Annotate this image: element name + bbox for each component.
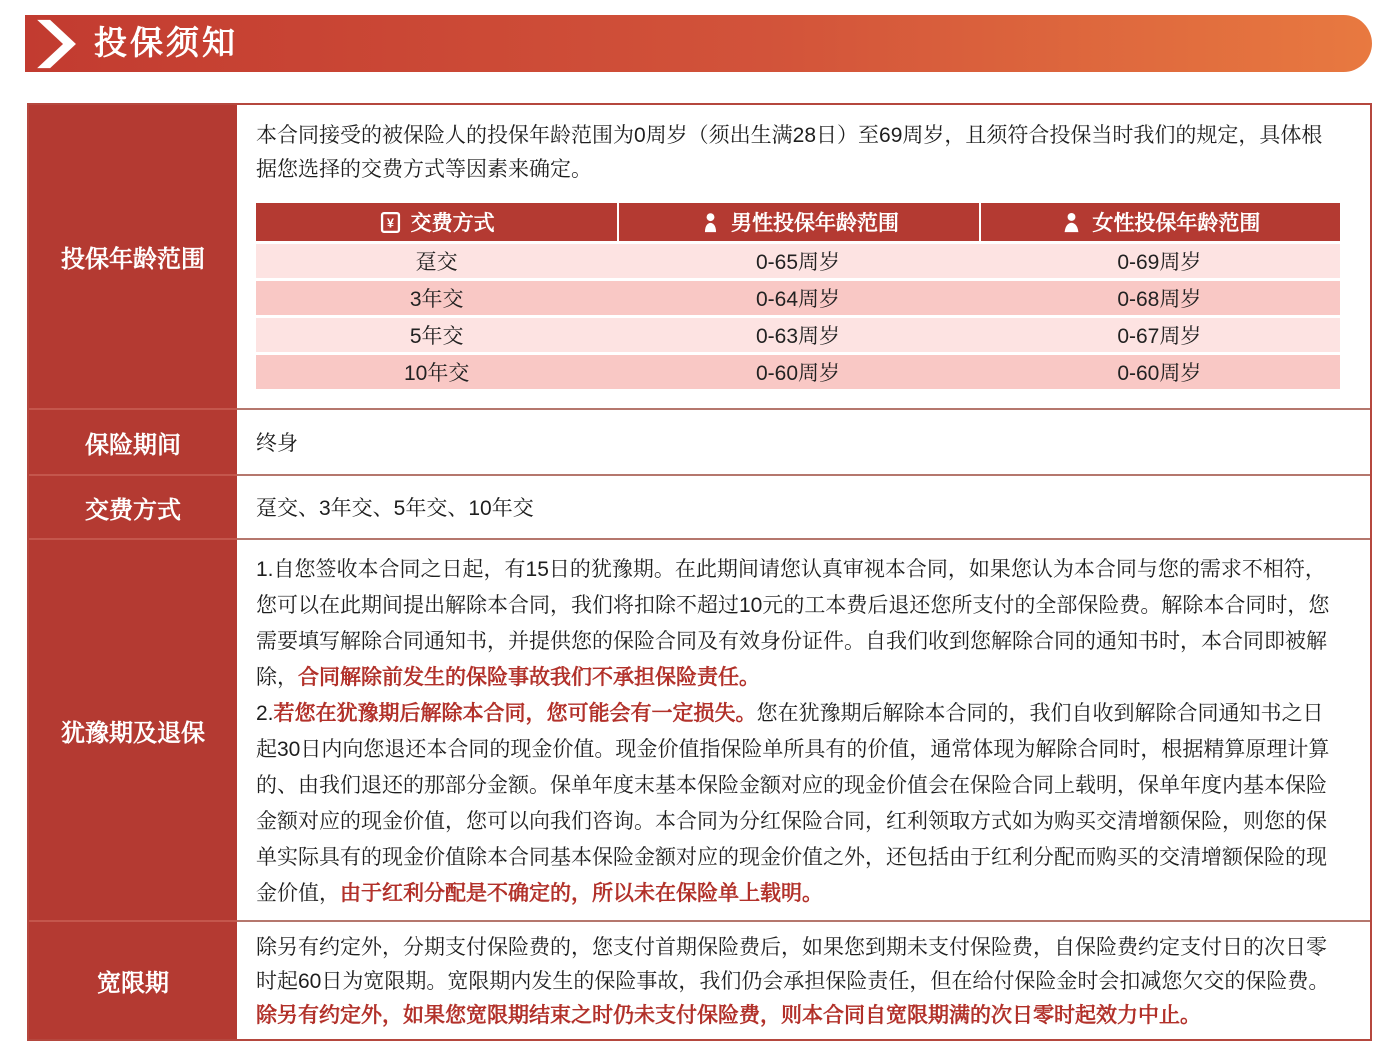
paragraph-text: 1.自您签收本合同之日起，有15日的犹豫期。在此期间请您认真审视本合同，如果您认为本合同与您的需求不相符，您可以在此期间提出解除本合同，我们将扣除不超过10元的工本费后退还您所支付的全部保险费。解除本合同时，您需要填写解除合同通知书，并提供您的保险合同及有效身份证件。自我们收到您解除合同的通知书时，本合同即被解除，: [256, 558, 1330, 689]
table-row: [256, 355, 1340, 389]
cell-payment: 5年交: [256, 318, 617, 352]
emphasis-text: 除另有约定外，如果您宽限期结束之时仍未支付保险费，则本合同自宽限期满的次日零时起效力中止。: [256, 1004, 1201, 1027]
table-row: [256, 281, 1340, 315]
section-hesitation-surrender: [29, 538, 1370, 920]
col-header-male-age-range: [617, 203, 978, 241]
age-range-intro-text: 本合同接受的被保险人的投保年龄范围为0周岁（须出生满28日）至69周岁，且须符合投保当时我们的规定，具体根据您选择的交费方式等因素来确定。: [256, 124, 1323, 181]
row-label-age-range: 投保年龄范围: [29, 105, 237, 408]
age-range-table: [256, 200, 1340, 392]
svg-text:¥: ¥: [386, 215, 394, 230]
hesitation-paragraph-1: [256, 552, 1344, 696]
female-person-icon: [1060, 211, 1083, 234]
paragraph-text: 您在犹豫期后解除本合同的，我们自收到解除合同通知书之日起30日内向您退还本合同的现金价值。现金价值指保险单所具有的价值，通常体现为解除合同时，根据精算原理计算的、由我们退还的那部分金额。保单年度末基本保险金额对应的现金价值会在保险合同上载明，保单年度内基本保险金额对应的现金价值，您可以向我们咨询。本合同为分红保险合同，红利领取方式如为购买交清增额保险，则您的保单实际具有的现金价值除本合同基本保险金额对应的现金价值之外，还包括由于红利分配而购买的交清增额保险的现金价值，: [256, 702, 1330, 905]
cell-payment: 趸交: [256, 244, 617, 278]
section-insurance-period: [29, 408, 1370, 474]
cell-male-range: 0-65周岁: [617, 244, 978, 278]
cell-female-range: 0-60周岁: [979, 355, 1340, 389]
male-person-icon: [699, 211, 722, 234]
table-row: [256, 318, 1340, 352]
section-header-banner: [25, 15, 1372, 72]
age-range-content: [237, 105, 1370, 408]
insurance-period-value: 终身: [237, 408, 1370, 474]
page-title: 投保须知: [94, 24, 238, 61]
chevron-right-icon: [34, 19, 80, 69]
row-label-hesitation-surrender: 犹豫期及退保: [29, 538, 237, 920]
payment-method-value: 趸交、3年交、5年交、10年交: [237, 474, 1370, 538]
section-payment-method: [29, 474, 1370, 538]
col-header-label: 交费方式: [410, 212, 495, 235]
emphasis-text: 若您在犹豫期后解除本合同，您可能会有一定损失。: [273, 702, 757, 725]
cell-female-range: 0-69周岁: [979, 244, 1340, 278]
cell-payment: 3年交: [256, 281, 617, 315]
col-header-female-age-range: [979, 203, 1340, 241]
cell-female-range: 0-68周岁: [979, 281, 1340, 315]
cell-payment: 10年交: [256, 355, 617, 389]
section-grace-period: [29, 920, 1370, 1039]
hesitation-surrender-content: [237, 538, 1370, 920]
grace-paragraph: [256, 931, 1344, 1033]
emphasis-text: 由于红利分配是不确定的，所以未在保险单上载明。: [340, 882, 823, 905]
notice-table: [27, 103, 1372, 1041]
col-header-label: 女性投保年龄范围: [1092, 212, 1261, 235]
cell-male-range: 0-64周岁: [617, 281, 978, 315]
section-age-range: [29, 105, 1370, 408]
row-label-payment-method: 交费方式: [29, 474, 237, 538]
paragraph-text: 除另有约定外，分期支付保险费的，您支付首期保险费后，如果您到期未支付保险费，自保险费约定支付日的次日零时起60日为宽限期。宽限期内发生的保险事故，我们仍会承担保险责任，但在给付保险金时会扣减您欠交的保险费。: [256, 936, 1330, 993]
emphasis-text: 合同解除前发生的保险事故我们不承担保险责任。: [298, 666, 760, 689]
row-label-insurance-period: 保险期间: [29, 408, 237, 474]
cell-female-range: 0-67周岁: [979, 318, 1340, 352]
cell-male-range: 0-60周岁: [617, 355, 978, 389]
paragraph-text: 2.: [256, 702, 274, 725]
cell-male-range: 0-63周岁: [617, 318, 978, 352]
grace-period-content: [237, 920, 1370, 1039]
col-header-label: 男性投保年龄范围: [730, 212, 899, 235]
col-header-payment-method: [256, 203, 617, 241]
row-label-grace-period: 宽限期: [29, 920, 237, 1039]
hesitation-paragraph-2: [256, 696, 1344, 912]
yen-payment-icon: [379, 211, 402, 234]
age-table-header-row: [256, 203, 1340, 241]
table-row: [256, 244, 1340, 278]
